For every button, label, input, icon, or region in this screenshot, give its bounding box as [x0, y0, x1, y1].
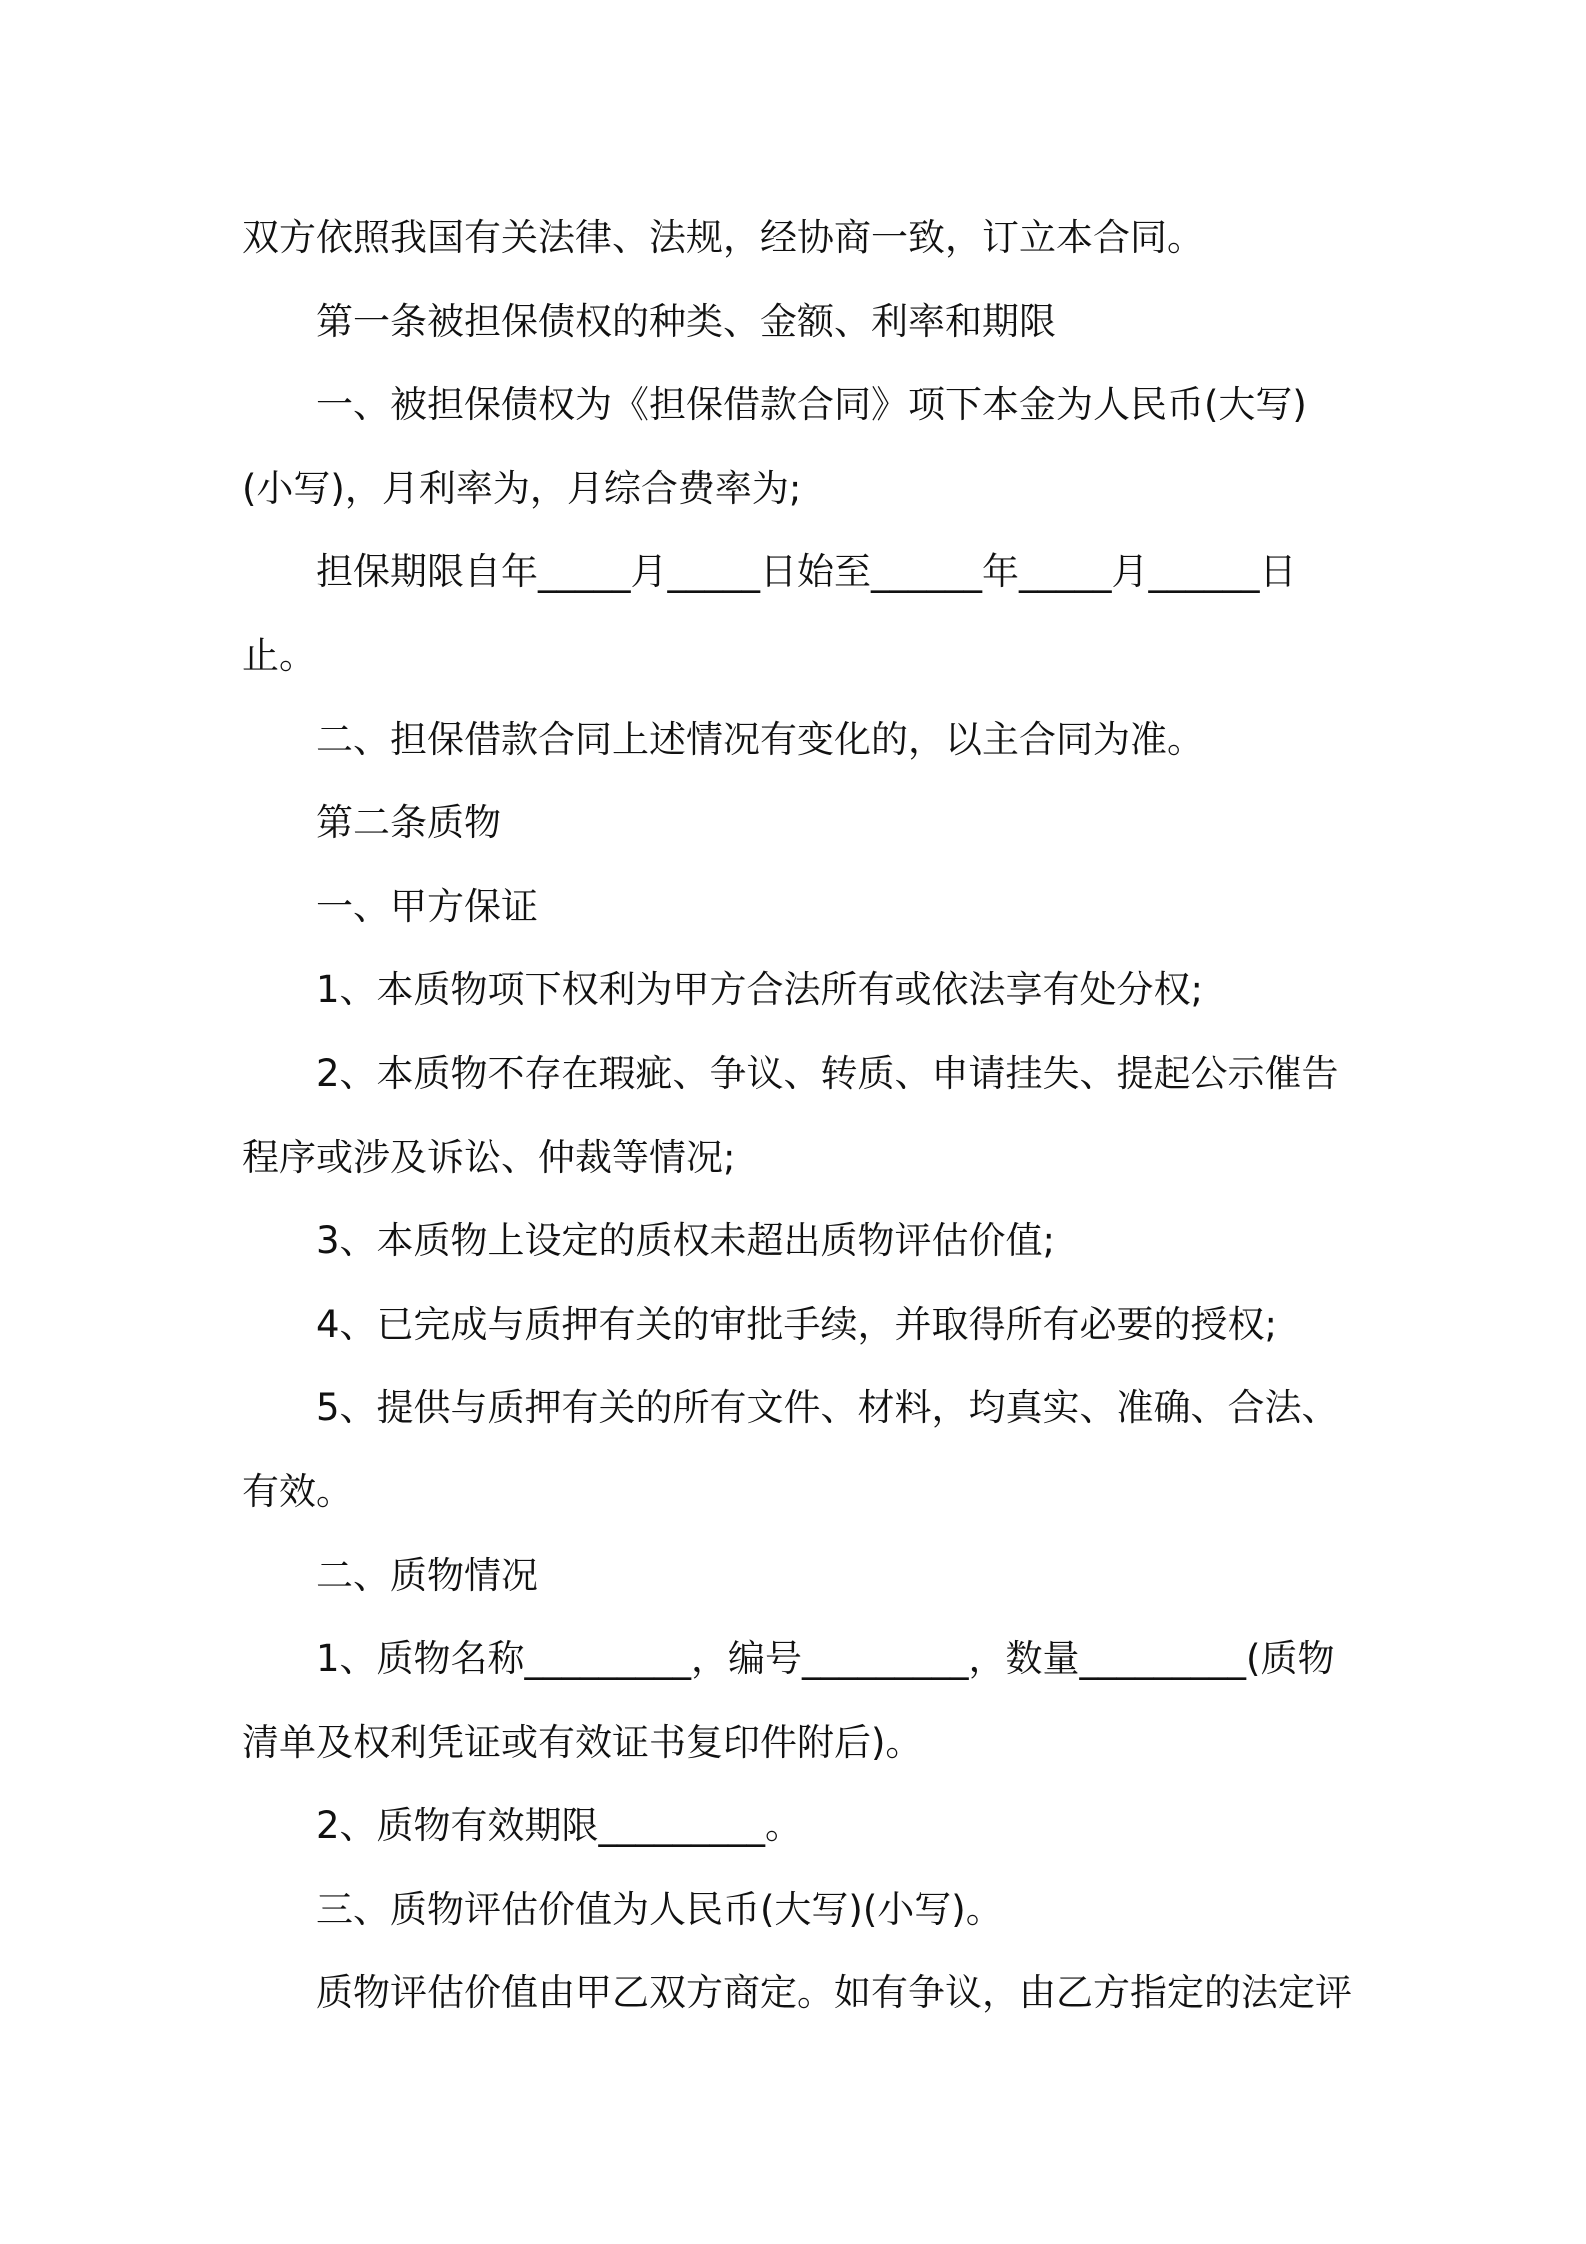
- section-guarantee-heading: 一、甲方保证: [316, 884, 538, 928]
- paragraph-1: 双方依照我国有关法律、法规，经协商一致，订立本合同。: [242, 216, 1204, 259]
- pledge-valuation-paragraph: 质物评估价值由甲乙双方商定。如有争议，由乙方指定的法定评: [316, 1971, 1352, 2015]
- pledge-value-paragraph: 三、质物评估价值为人民币(大写)(小写)。: [316, 1887, 1003, 1931]
- paragraph-3: 一、被担保债权为《担保借款合同》项下本金为人民币(大写)(小写)，月利率为，月综合费率为;: [242, 383, 1307, 510]
- section-pledge-status-heading: 二、质物情况: [316, 1553, 538, 1597]
- list-item-5: 5、提供与质押有关的所有文件、材料，均真实、准确、合法、有效。: [242, 1386, 1339, 1513]
- paragraph-5: 二、担保借款合同上述情况有变化的，以主合同为准。: [316, 717, 1204, 761]
- pledge-name-paragraph: 1、质物名称_________，编号_________，数量_________(质物清单及权利凭证或有效证书复印件附后)。: [242, 1637, 1335, 1764]
- list-item-3: 3、本质物上设定的质权未超出质物评估价值;: [316, 1219, 1056, 1263]
- list-item-4: 4、已完成与质押有关的审批手续，并取得所有必要的授权;: [316, 1302, 1278, 1346]
- document-body: [242, 196, 1352, 2035]
- list-item-1: 1、本质物项下权利为甲方合法所有或依法享有处分权;: [316, 968, 1204, 1012]
- list-item-2: 2、本质物不存在瑕疵、争议、转质、申请挂失、提起公示催告程序或涉及诉讼、仲裁等情况;: [242, 1051, 1339, 1179]
- pledge-validity-paragraph: 2、质物有效期限_________。: [316, 1804, 803, 1848]
- article-2-heading: 第二条质物: [316, 801, 501, 845]
- guarantee-period-paragraph: 担保期限自年_____月_____日始至______年_____月______日止。: [242, 550, 1297, 677]
- article-1-heading: 第一条被担保债权的种类、金额、利率和期限: [316, 299, 1056, 343]
